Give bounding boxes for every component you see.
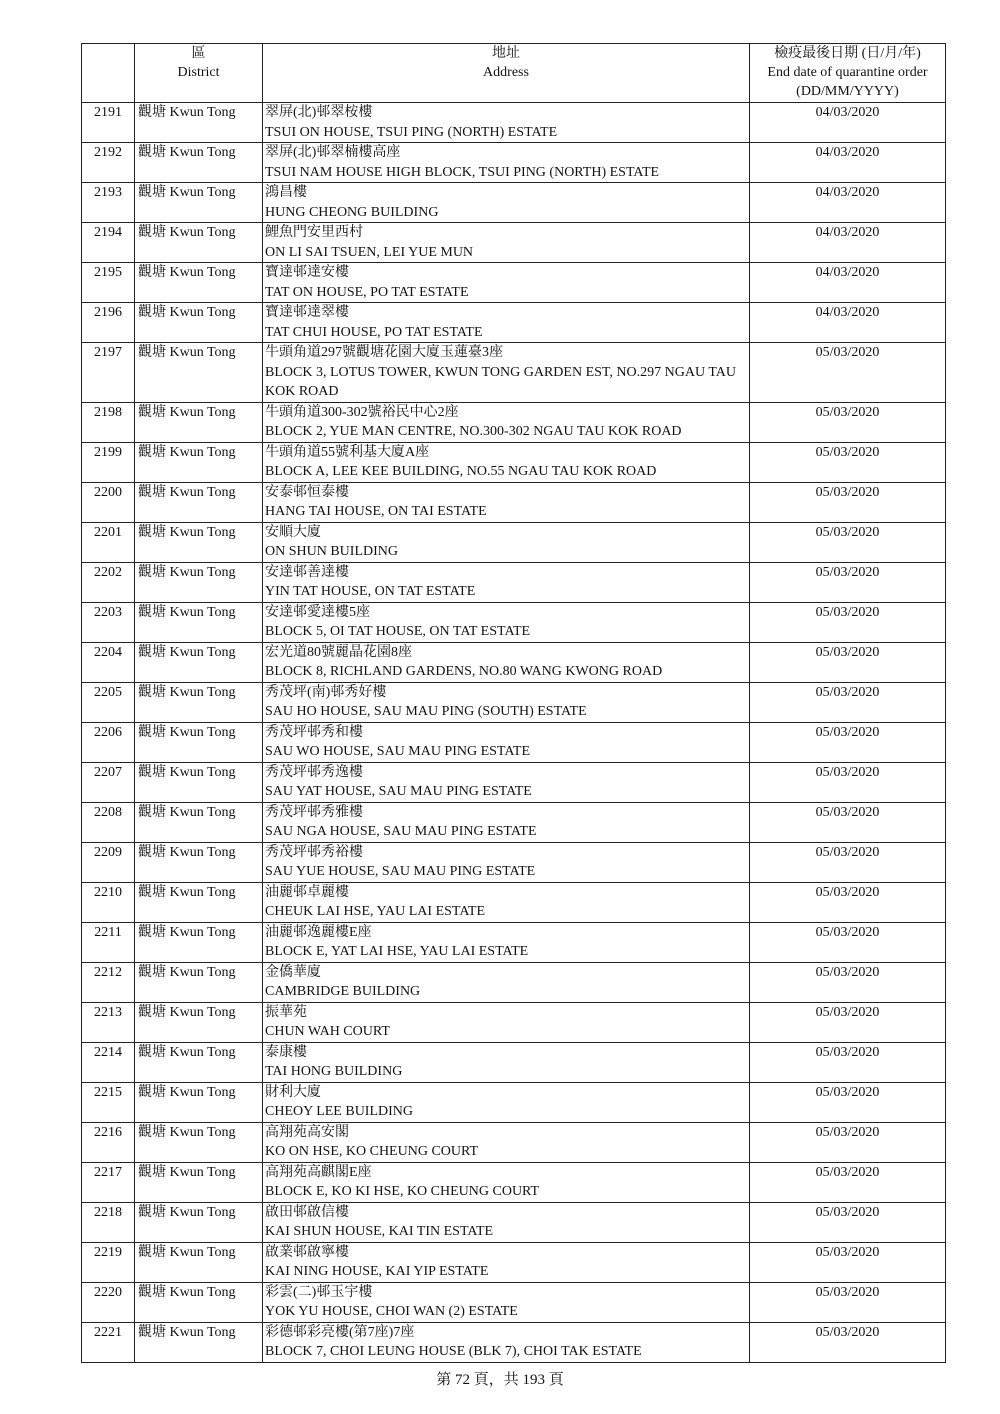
row-address-en: SAU HO HOUSE, SAU MAU PING (SOUTH) ESTATE [265, 704, 587, 719]
row-address-zh: 金僑華廈 [265, 964, 321, 980]
row-address-zh: 振華苑 [265, 1004, 307, 1020]
row-address-zh: 牛頭角道297號觀塘花園大廈玉蓮臺3座 [265, 345, 503, 360]
row-address-zh: 秀茂坪邨秀逸樓 [265, 764, 363, 780]
row-address [263, 562, 750, 602]
table-row [82, 722, 946, 762]
row-index: 2215 [82, 1082, 135, 1122]
table-row [82, 922, 946, 962]
row-address-zh: 秀茂坪邨秀和樓 [265, 724, 363, 740]
row-address [263, 682, 750, 722]
row-address [263, 1202, 750, 1242]
row-address [263, 522, 750, 562]
row-address-zh: 寶達邨達安樓 [265, 265, 349, 280]
table-row [82, 183, 946, 223]
row-end-date: 04/03/2020 [750, 263, 946, 303]
row-address [263, 882, 750, 922]
row-address-zh: 秀茂坪邨秀雅樓 [265, 804, 363, 820]
row-index: 2198 [82, 402, 135, 442]
table-row [82, 642, 946, 682]
table-row [82, 223, 946, 263]
row-end-date: 05/03/2020 [750, 962, 946, 1002]
header-date-format: (DD/MM/YYYY) [796, 84, 899, 99]
row-index: 2208 [82, 802, 135, 842]
row-index: 2191 [82, 103, 135, 143]
row-index: 2203 [82, 602, 135, 642]
row-district: 觀塘 Kwun Tong [135, 722, 263, 762]
row-address-en: TAT ON HOUSE, PO TAT ESTATE [265, 284, 469, 300]
row-address [263, 1162, 750, 1202]
table-row [82, 562, 946, 602]
row-address-en: TAT CHUI HOUSE, PO TAT ESTATE [265, 324, 483, 340]
row-index: 2219 [82, 1242, 135, 1282]
row-district: 觀塘 Kwun Tong [135, 1322, 263, 1362]
row-index: 2199 [82, 442, 135, 482]
quarantine-address-table [81, 43, 946, 1363]
row-index: 2204 [82, 642, 135, 682]
row-address [263, 1242, 750, 1282]
header-address-en: Address [483, 65, 529, 80]
row-end-date: 05/03/2020 [750, 1162, 946, 1202]
row-end-date: 05/03/2020 [750, 842, 946, 882]
row-index: 2216 [82, 1122, 135, 1162]
row-address-en: HUNG CHEONG BUILDING [265, 204, 439, 220]
row-address [263, 842, 750, 882]
row-address [263, 642, 750, 682]
row-address-en: HANG TAI HOUSE, ON TAI ESTATE [265, 504, 487, 519]
row-district: 觀塘 Kwun Tong [135, 562, 263, 602]
row-address-zh: 鯉魚門安里西村 [265, 225, 363, 240]
table-row [82, 1282, 946, 1322]
row-end-date: 04/03/2020 [750, 143, 946, 183]
row-address-zh: 高翔苑高安閣 [265, 1124, 349, 1140]
row-address [263, 303, 750, 343]
row-end-date: 05/03/2020 [750, 1242, 946, 1282]
row-address-zh: 啟業邨啟寧樓 [265, 1244, 349, 1260]
row-end-date: 05/03/2020 [750, 762, 946, 802]
row-end-date: 05/03/2020 [750, 1002, 946, 1042]
table-row [82, 303, 946, 343]
row-address-en: YIN TAT HOUSE, ON TAT ESTATE [265, 584, 476, 599]
row-district: 觀塘 Kwun Tong [135, 842, 263, 882]
row-address-en: SAU WO HOUSE, SAU MAU PING ESTATE [265, 744, 531, 759]
row-address [263, 343, 750, 403]
row-address-zh: 安順大廈 [265, 524, 321, 540]
row-address-en: SAU YAT HOUSE, SAU MAU PING ESTATE [265, 784, 532, 799]
row-district: 觀塘 Kwun Tong [135, 522, 263, 562]
row-district: 觀塘 Kwun Tong [135, 263, 263, 303]
row-address [263, 1082, 750, 1122]
row-district: 觀塘 Kwun Tong [135, 882, 263, 922]
quarantine-table-sheet [81, 43, 943, 1363]
row-district: 觀塘 Kwun Tong [135, 402, 263, 442]
row-address-en: BLOCK 8, RICHLAND GARDENS, NO.80 WANG KWONG ROAD [265, 664, 663, 679]
row-address-en: TAI HONG BUILDING [265, 1064, 403, 1079]
table-body [82, 103, 946, 1363]
row-address-en: TSUI NAM HOUSE HIGH BLOCK, TSUI PING (NORTH) ESTATE [265, 164, 660, 180]
row-index: 2197 [82, 343, 135, 403]
row-address-en: BLOCK 2, YUE MAN CENTRE, NO.300-302 NGAU TAU KOK ROAD [265, 424, 682, 439]
table-row [82, 882, 946, 922]
row-address [263, 402, 750, 442]
row-address [263, 962, 750, 1002]
row-index: 2193 [82, 183, 135, 223]
row-index: 2211 [82, 922, 135, 962]
row-address-zh: 財利大廈 [265, 1084, 321, 1100]
row-end-date: 05/03/2020 [750, 642, 946, 682]
row-address [263, 1282, 750, 1322]
row-district: 觀塘 Kwun Tong [135, 1122, 263, 1162]
row-address-en: BLOCK 7, CHOI LEUNG HOUSE (BLK 7), CHOI TAK ESTATE [265, 1344, 642, 1359]
row-district: 觀塘 Kwun Tong [135, 922, 263, 962]
row-district: 觀塘 Kwun Tong [135, 762, 263, 802]
row-address-zh: 安泰邨恒泰樓 [265, 484, 349, 500]
row-index: 2212 [82, 962, 135, 1002]
row-address [263, 143, 750, 183]
row-address-en: BLOCK E, KO KI HSE, KO CHEUNG COURT [265, 1184, 540, 1199]
row-address-zh: 翠屏(北)邨翠楠樓高座 [265, 145, 401, 160]
row-address-zh: 寶達邨達翠樓 [265, 305, 349, 320]
row-address [263, 263, 750, 303]
row-end-date: 05/03/2020 [750, 442, 946, 482]
row-address-en: CAMBRIDGE BUILDING [265, 984, 421, 999]
row-index: 2195 [82, 263, 135, 303]
row-address-en: CHEOY LEE BUILDING [265, 1104, 414, 1119]
table-row [82, 602, 946, 642]
row-address-zh: 秀茂坪(南)邨秀好樓 [265, 684, 387, 700]
table-row [82, 1322, 946, 1362]
row-end-date: 05/03/2020 [750, 722, 946, 762]
row-address [263, 802, 750, 842]
table-row [82, 682, 946, 722]
row-address-zh: 翠屏(北)邨翠桉樓 [265, 105, 373, 120]
row-district: 觀塘 Kwun Tong [135, 143, 263, 183]
row-index: 2202 [82, 562, 135, 602]
table-row [82, 442, 946, 482]
row-address [263, 1002, 750, 1042]
row-index: 2218 [82, 1202, 135, 1242]
row-address-zh: 秀茂坪邨秀裕樓 [265, 844, 363, 860]
row-index: 2194 [82, 223, 135, 263]
row-end-date: 05/03/2020 [750, 402, 946, 442]
row-address [263, 1122, 750, 1162]
table-row [82, 263, 946, 303]
row-district: 觀塘 Kwun Tong [135, 442, 263, 482]
row-district: 觀塘 Kwun Tong [135, 103, 263, 143]
row-end-date: 05/03/2020 [750, 1322, 946, 1362]
row-index: 2200 [82, 482, 135, 522]
row-address [263, 722, 750, 762]
table-row [82, 842, 946, 882]
row-district: 觀塘 Kwun Tong [135, 682, 263, 722]
row-address [263, 183, 750, 223]
row-address-en: KO ON HSE, KO CHEUNG COURT [265, 1144, 479, 1159]
row-district: 觀塘 Kwun Tong [135, 1042, 263, 1082]
table-row [82, 522, 946, 562]
row-address [263, 762, 750, 802]
table-row [82, 762, 946, 802]
row-address-en: YOK YU HOUSE, CHOI WAN (2) ESTATE [265, 1304, 518, 1319]
row-district: 觀塘 Kwun Tong [135, 223, 263, 263]
row-address-en: TSUI ON HOUSE, TSUI PING (NORTH) ESTATE [265, 124, 558, 140]
row-index: 2209 [82, 842, 135, 882]
row-address-en: BLOCK 5, OI TAT HOUSE, ON TAT ESTATE [265, 624, 531, 639]
row-district: 觀塘 Kwun Tong [135, 1002, 263, 1042]
row-district: 觀塘 Kwun Tong [135, 1242, 263, 1282]
row-end-date: 05/03/2020 [750, 1282, 946, 1322]
row-address-en: BLOCK 3, LOTUS TOWER, KWUN TONG GARDEN EST, NO.297 NGAU TAU KOK ROAD [265, 364, 736, 399]
row-end-date: 05/03/2020 [750, 1042, 946, 1082]
row-district: 觀塘 Kwun Tong [135, 1162, 263, 1202]
row-address-zh: 彩德邨彩亮樓(第7座)7座 [265, 1324, 415, 1340]
table-row [82, 802, 946, 842]
table-row [82, 1042, 946, 1082]
row-address-zh: 安達邨善達樓 [265, 564, 349, 580]
row-address-zh: 彩雲(二)邨玉宇樓 [265, 1284, 373, 1300]
row-address-en: BLOCK A, LEE KEE BUILDING, NO.55 NGAU TAU KOK ROAD [265, 464, 657, 479]
row-address [263, 922, 750, 962]
table-row [82, 962, 946, 1002]
header-district-cell [135, 44, 263, 103]
row-address [263, 103, 750, 143]
row-address-zh: 安達邨愛達樓5座 [265, 604, 370, 620]
row-address-zh: 牛頭角道55號利基大廈A座 [265, 444, 430, 460]
row-index: 2217 [82, 1162, 135, 1202]
row-address [263, 482, 750, 522]
table-row [82, 1242, 946, 1282]
table-row [82, 103, 946, 143]
row-end-date: 04/03/2020 [750, 223, 946, 263]
row-address [263, 1322, 750, 1362]
row-end-date: 05/03/2020 [750, 562, 946, 602]
row-end-date: 05/03/2020 [750, 343, 946, 403]
row-district: 觀塘 Kwun Tong [135, 1082, 263, 1122]
row-address-zh: 宏光道80號麗晶花園8座 [265, 644, 412, 660]
row-index: 2213 [82, 1002, 135, 1042]
row-address [263, 442, 750, 482]
table-header-row [82, 44, 946, 103]
table-row [82, 343, 946, 403]
row-end-date: 05/03/2020 [750, 1202, 946, 1242]
row-end-date: 05/03/2020 [750, 1122, 946, 1162]
table-row [82, 402, 946, 442]
row-address-en: ON LI SAI TSUEN, LEI YUE MUN [265, 244, 474, 260]
row-address-en: SAU YUE HOUSE, SAU MAU PING ESTATE [265, 864, 536, 879]
row-address-en: KAI NING HOUSE, KAI YIP ESTATE [265, 1264, 489, 1279]
row-address-zh: 油麗邨卓麗樓 [265, 884, 349, 900]
table-row [82, 143, 946, 183]
row-index: 2201 [82, 522, 135, 562]
row-address-en: KAI SHUN HOUSE, KAI TIN ESTATE [265, 1224, 494, 1239]
row-end-date: 04/03/2020 [750, 183, 946, 223]
row-district: 觀塘 Kwun Tong [135, 183, 263, 223]
table-row [82, 1122, 946, 1162]
row-index: 2210 [82, 882, 135, 922]
row-index: 2192 [82, 143, 135, 183]
row-index: 2196 [82, 303, 135, 343]
row-end-date: 05/03/2020 [750, 522, 946, 562]
table-row [82, 1082, 946, 1122]
row-address [263, 1042, 750, 1082]
row-index: 2214 [82, 1042, 135, 1082]
row-address-zh: 油麗邨逸麗樓E座 [265, 924, 372, 940]
row-end-date: 05/03/2020 [750, 682, 946, 722]
row-index: 2205 [82, 682, 135, 722]
row-end-date: 05/03/2020 [750, 602, 946, 642]
row-address-en: CHEUK LAI HSE, YAU LAI ESTATE [265, 904, 486, 919]
row-district: 觀塘 Kwun Tong [135, 1202, 263, 1242]
row-district: 觀塘 Kwun Tong [135, 343, 263, 403]
header-district-zh: 區 [191, 46, 206, 61]
row-district: 觀塘 Kwun Tong [135, 642, 263, 682]
row-index: 2207 [82, 762, 135, 802]
row-district: 觀塘 Kwun Tong [135, 602, 263, 642]
row-address [263, 602, 750, 642]
row-district: 觀塘 Kwun Tong [135, 1282, 263, 1322]
header-district-en: District [177, 65, 220, 80]
row-end-date: 05/03/2020 [750, 1082, 946, 1122]
row-address-zh: 高翔苑高麒閣E座 [265, 1164, 372, 1180]
table-row [82, 1202, 946, 1242]
row-end-date: 04/03/2020 [750, 103, 946, 143]
row-district: 觀塘 Kwun Tong [135, 962, 263, 1002]
row-address-en: BLOCK E, YAT LAI HSE, YAU LAI ESTATE [265, 944, 529, 959]
table-row [82, 482, 946, 522]
row-end-date: 05/03/2020 [750, 882, 946, 922]
row-address-en: CHUN WAH COURT [265, 1024, 390, 1039]
row-end-date: 05/03/2020 [750, 922, 946, 962]
row-index: 2206 [82, 722, 135, 762]
header-date-cell [750, 44, 946, 103]
header-date-en: End date of quarantine order [767, 65, 928, 80]
header-index-cell [82, 44, 135, 103]
row-end-date: 04/03/2020 [750, 303, 946, 343]
row-address-zh: 牛頭角道300-302號裕民中心2座 [265, 404, 459, 420]
header-address-cell [263, 44, 750, 103]
header-address-zh: 地址 [492, 46, 520, 61]
row-address-zh: 啟田邨啟信樓 [265, 1204, 349, 1220]
row-end-date: 05/03/2020 [750, 482, 946, 522]
row-district: 觀塘 Kwun Tong [135, 482, 263, 522]
table-row [82, 1162, 946, 1202]
row-index: 2220 [82, 1282, 135, 1322]
table-row [82, 1002, 946, 1042]
row-district: 觀塘 Kwun Tong [135, 802, 263, 842]
header-date-zh: 檢疫最後日期 (日/月/年) [774, 46, 921, 61]
row-end-date: 05/03/2020 [750, 802, 946, 842]
row-address [263, 223, 750, 263]
row-address-zh: 鴻昌樓 [265, 185, 307, 200]
row-address-en: ON SHUN BUILDING [265, 544, 398, 559]
row-address-zh: 泰康樓 [265, 1044, 307, 1060]
page-number: 第 72 頁，共 193 頁 [436, 1372, 564, 1388]
row-district: 觀塘 Kwun Tong [135, 303, 263, 343]
row-index: 2221 [82, 1322, 135, 1362]
row-address-en: SAU NGA HOUSE, SAU MAU PING ESTATE [265, 824, 537, 839]
